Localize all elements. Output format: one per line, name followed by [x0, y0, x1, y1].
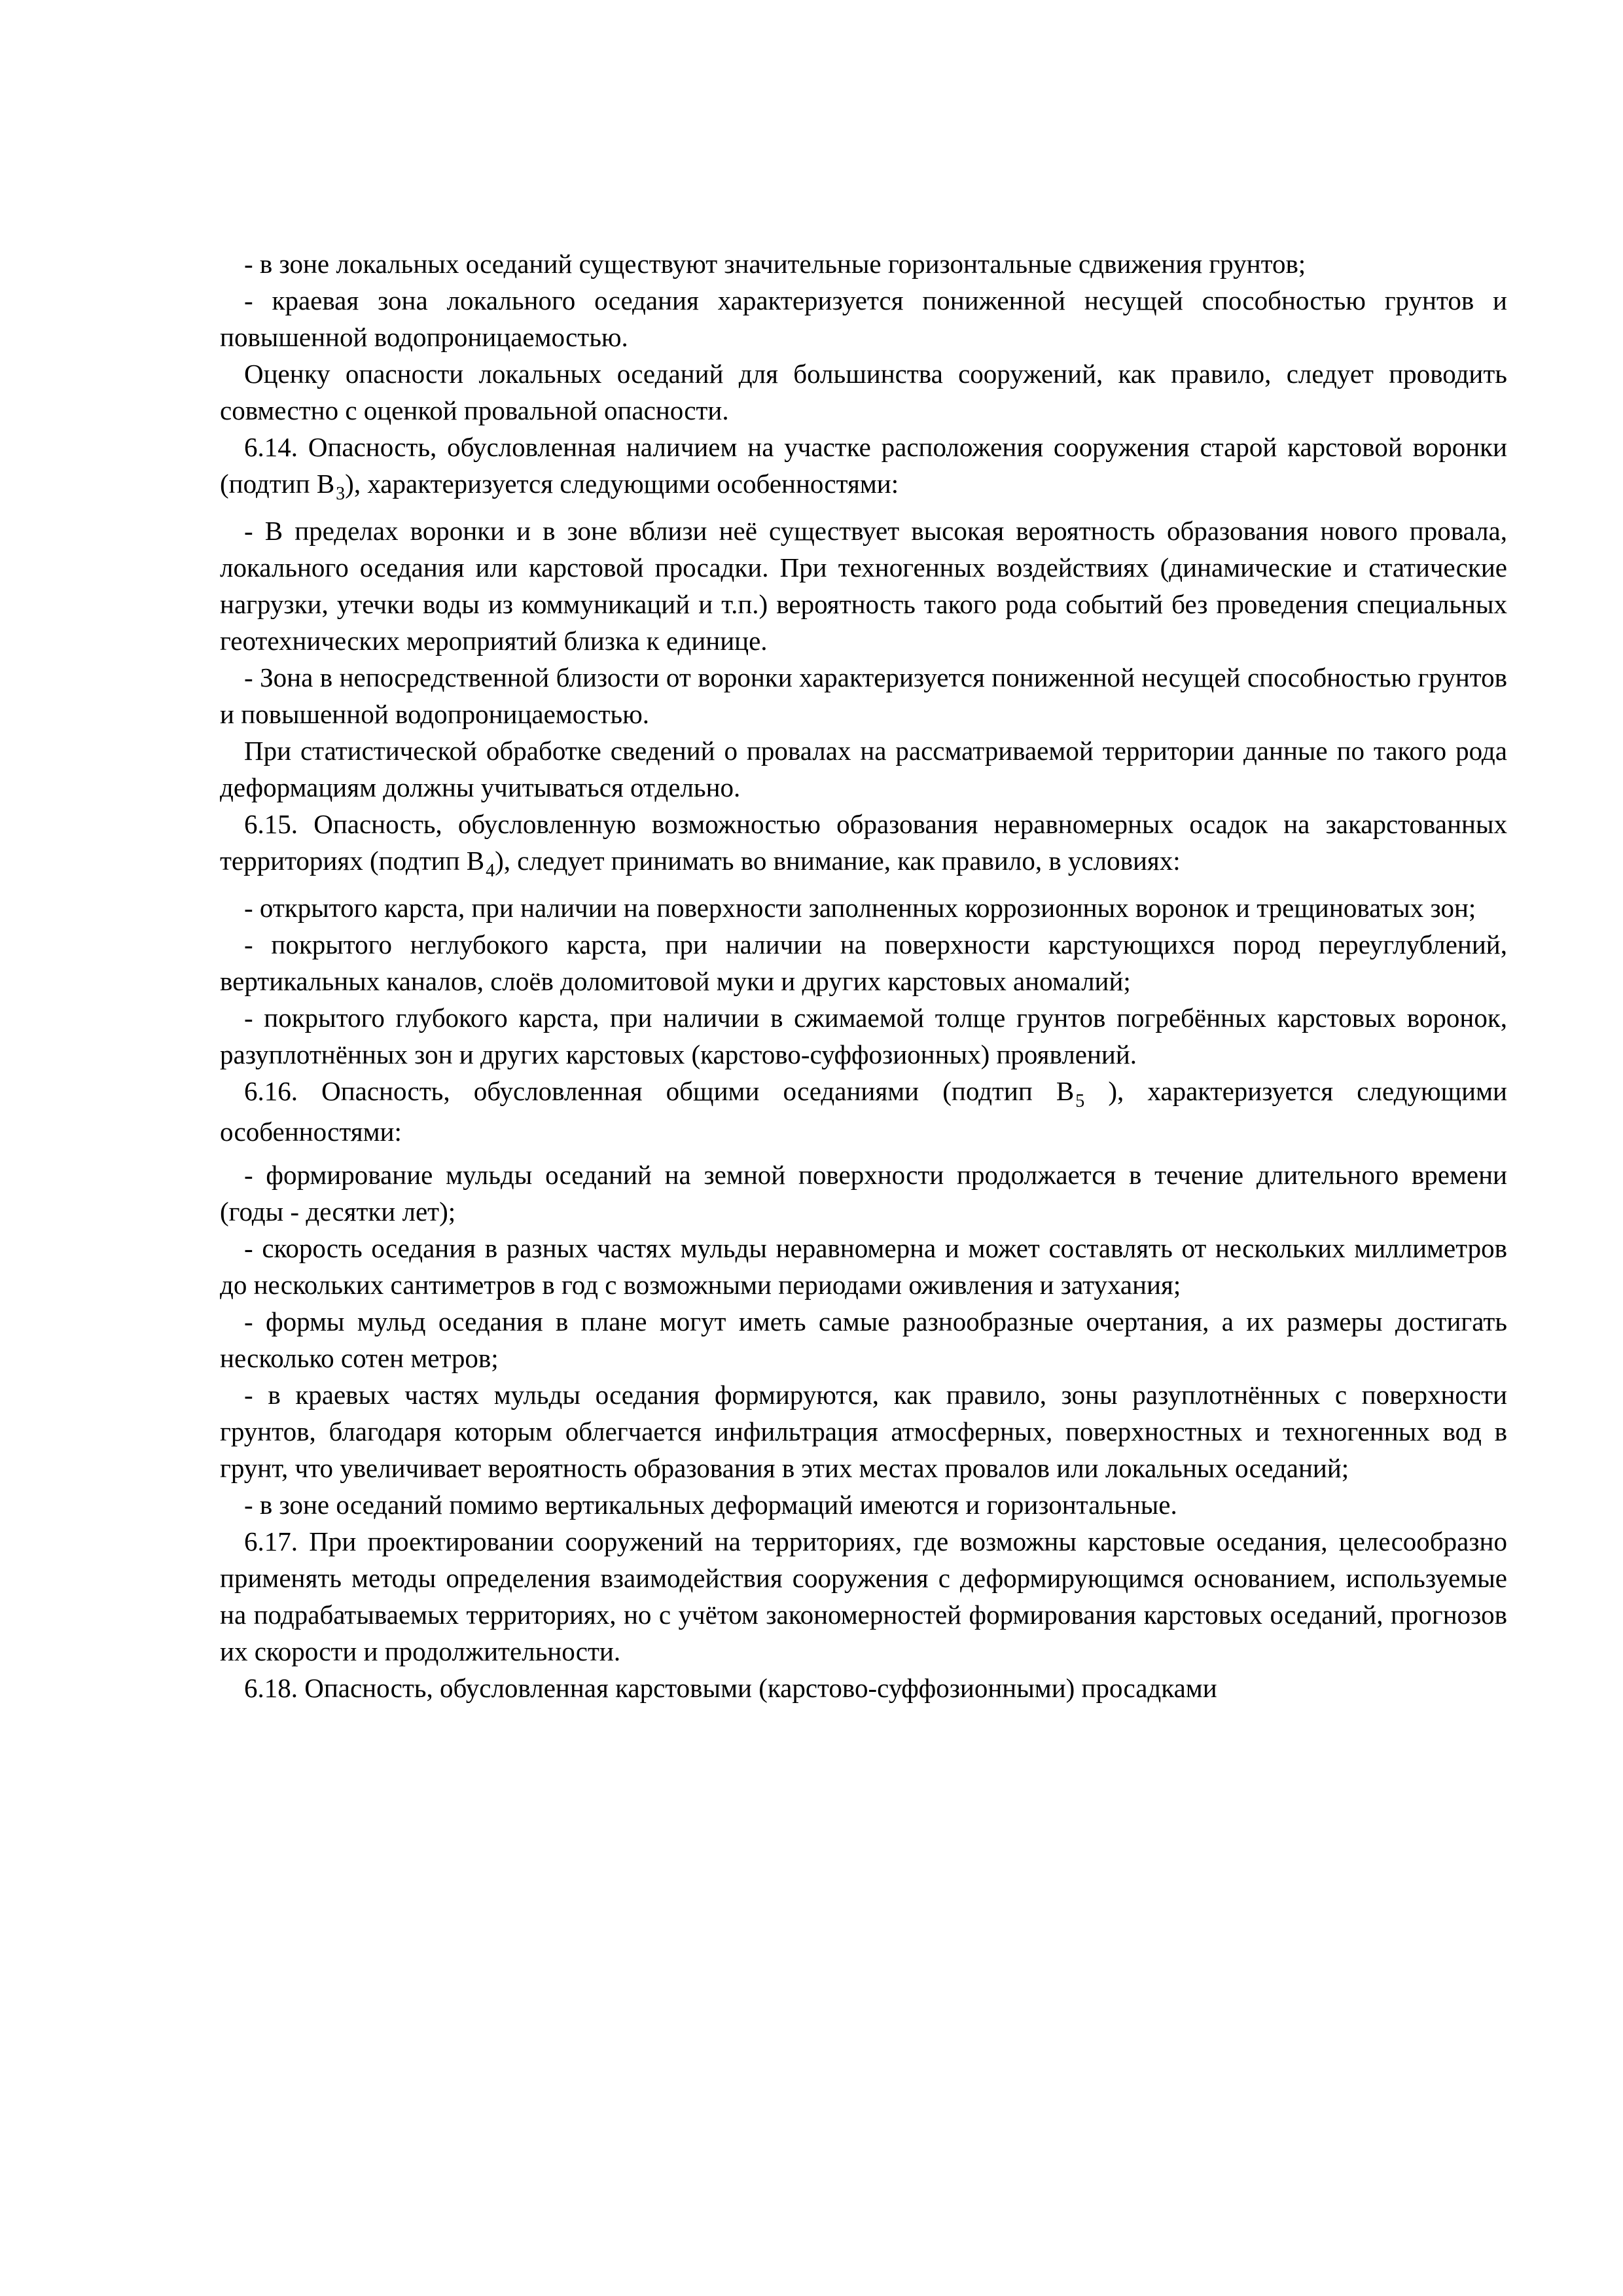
- paragraph: - скорость оседания в разных частях мульды неравномерна и может составлять от нескольких миллиметров до нескольких сантиметров в год с возможными периодами оживления и затухания;: [220, 1233, 1507, 1300]
- paragraph-text: 6.15. Опасность, обусловленную возможностью образования неравномерных осадок на закарстованных территориях (подтип B: [220, 809, 1507, 876]
- paragraph: [220, 429, 1507, 506]
- paragraph: - в зоне локальных оседаний существуют значительные горизонтальные сдвижения грунтов;: [244, 249, 1306, 279]
- paragraph: - открытого карста, при наличии на поверхности заполненных коррозионных воронок и трещиноватых зон;: [244, 893, 1476, 923]
- paragraph: Оценку опасности локальных оседаний для большинства сооружений, как правило, следует проводить совместно с оценкой провальной опасности.: [220, 359, 1507, 425]
- paragraph: - формы мульд оседания в плане могут иметь самые разнообразные очертания, а их размеры достигать несколько сотен метров;: [220, 1306, 1507, 1373]
- paragraph-text: ), следует принимать во внимание, как правило, в условиях:: [495, 846, 1181, 876]
- paragraph: [220, 806, 1507, 883]
- paragraph: 6.18. Опасность, обусловленная карстовыми (карстово-суффозионными) просадками: [244, 1673, 1217, 1703]
- paragraph: - формирование мульды оседаний на земной поверхности продолжается в течение длительного времени (годы - десятки лет);: [220, 1160, 1507, 1227]
- paragraph-text: 6.14. Опасность, обусловленная наличием на участке расположения сооружения старой карстовой воронки (подтип B: [220, 432, 1507, 499]
- paragraph-text: ), характеризуется следующими особенностями:: [220, 1076, 1507, 1147]
- document-page: [220, 245, 1507, 1706]
- paragraph-text: 6.16. Опасность, обусловленная общими оседаниями (подтип B: [244, 1076, 1075, 1106]
- paragraph: - краевая зона локального оседания характеризуется пониженной несущей способностью грунтов и повышенной водопроницаемостью.: [220, 285, 1507, 352]
- paragraph: - В пределах воронки и в зоне вблизи неё существует высокая вероятность образования нового провала, локального оседания или карстовой просадки. При техногенных воздействиях (динамические и статические нагрузки, утечки воды из коммуникаций и т.п.) вероятность такого рода событий без проведения специальных геотехнических мероприятий близка к единице.: [220, 516, 1507, 656]
- paragraph-text: ), характеризуется следующими особенностями:: [345, 469, 899, 499]
- paragraph: - покрытого глубокого карста, при наличии в сжимаемой толще грунтов погребённых карстовых воронок, разуплотнённых зон и других карстовых (карстово-суффозионных) проявлений.: [220, 1003, 1507, 1069]
- paragraph: [220, 1073, 1507, 1150]
- subscript: 4: [486, 861, 495, 881]
- paragraph: - покрытого неглубокого карста, при наличии на поверхности карстующихся пород переуглублений, вертикальных каналов, слоёв доломитовой муки и других карстовых аномалий;: [220, 929, 1507, 996]
- subscript: 5: [1075, 1091, 1085, 1111]
- paragraph: - Зона в непосредственной близости от воронки характеризуется пониженной несущей способностью грунтов и повышенной водопроницаемостью.: [220, 662, 1507, 729]
- subscript: 3: [336, 484, 346, 504]
- paragraph: - в краевых частях мульды оседания формируются, как правило, зоны разуплотнённых с поверхности грунтов, благодаря которым облегчается инфильтрация атмосферных, поверхностных и техногенных вод в грунт, что увеличивает вероятность образования в этих местах провалов или локальных оседаний;: [220, 1380, 1507, 1483]
- paragraph: При статистической обработке сведений о провалах на рассматриваемой территории данные по такого рода деформациям должны учитываться отдельно.: [220, 736, 1507, 802]
- paragraph: - в зоне оседаний помимо вертикальных деформаций имеются и горизонтальные.: [244, 1490, 1177, 1520]
- paragraph: 6.17. При проектировании сооружений на территориях, где возможны карстовые оседания, целесообразно применять методы определения взаимодействия сооружения с деформирующимся основанием, используемые на подрабатываемых территориях, но с учётом закономерностей формирования карстовых оседаний, прогнозов их скорости и продолжительности.: [220, 1526, 1507, 1666]
